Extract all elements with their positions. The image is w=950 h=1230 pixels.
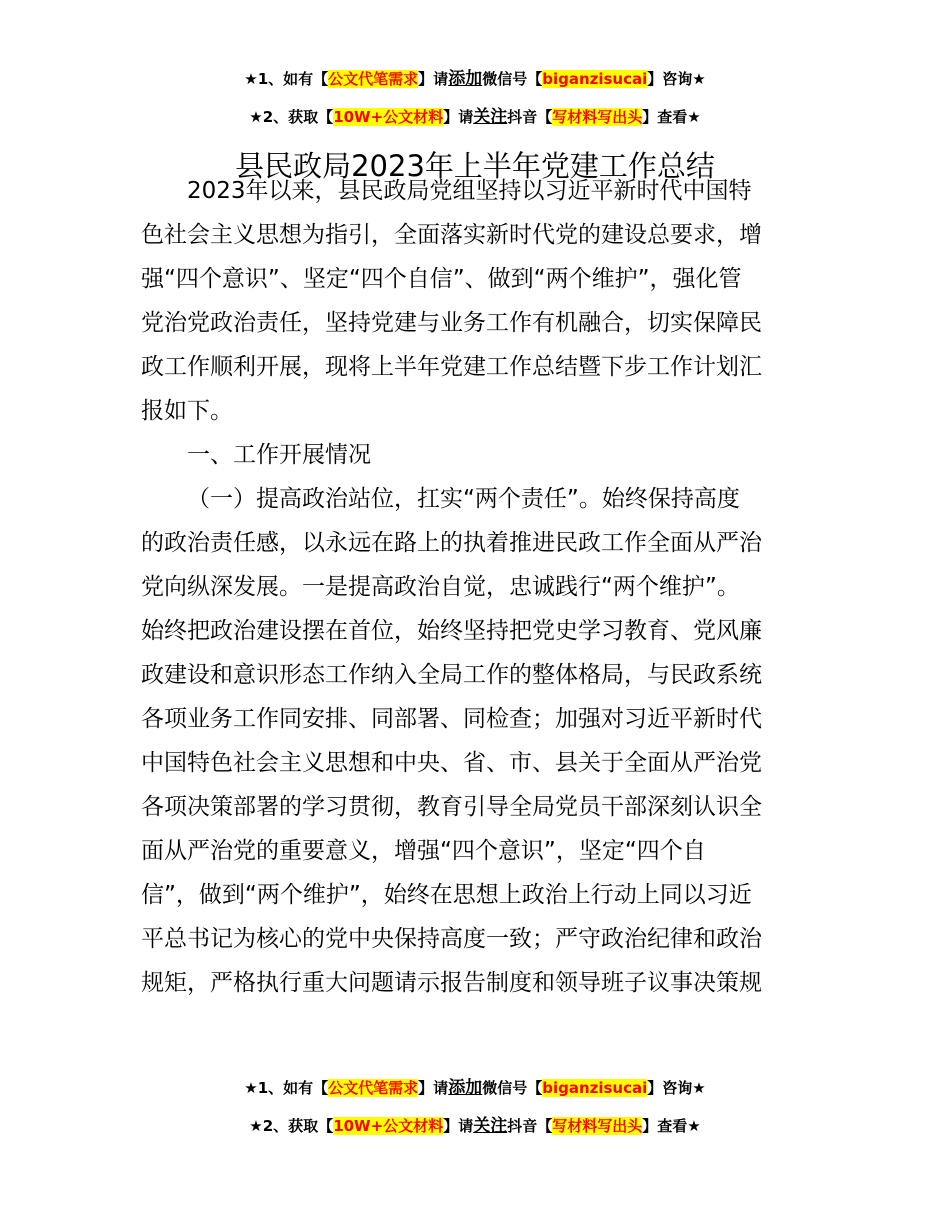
body-line: 强“四个意识”、坚定“四个自信”、做到“两个维护”，强化管 [141,266,742,292]
banner-douyin-account: 写材料写出头 [552,1117,643,1135]
banner-wechat-id: biganzisucai [542,70,648,88]
banner-text: 】请 [443,1117,474,1135]
banner-text: 微信号【 [482,70,543,88]
subsection-heading-line: （一）提高政治站位，扛实“两个责任”。始终保持高度 [187,486,740,512]
banner-bottom-line-1 [0,1077,950,1099]
section-heading: 一、工作开展情况 [187,442,371,468]
banner-emphasis: 添加 [448,69,483,89]
banner-text: 】请 [418,70,449,88]
banner-douyin-account: 写材料写出头 [552,108,643,126]
banner-highlight: 公文代笔需求 [328,1079,419,1097]
banner-highlight: 公文代笔需求 [328,70,419,88]
banner-text: 】请 [443,108,474,126]
banner-emphasis: 关注 [473,1116,508,1136]
body-line: 党向纵深发展。一是提高政治自觉，忠诚践行“两个维护”。 [141,574,740,600]
body-line: 党治党政治责任，坚持党建与业务工作有机融合，切实保障民 [141,310,762,336]
banner-text: 抖音【 [507,108,553,126]
banner-text: 微信号【 [482,1079,543,1097]
document-title: 县民政局2023年上半年党建工作总结 [235,149,715,183]
banner-emphasis: 添加 [448,1078,483,1098]
banner-text: 抖音【 [507,1117,553,1135]
banner-wechat-id: biganzisucai [542,1079,648,1097]
banner-highlight: 10W+公文材料 [333,108,444,126]
banner-bottom-line-2 [0,1115,950,1137]
banner-top-line-2 [0,106,950,128]
banner-highlight: 10W+公文材料 [333,1117,444,1135]
banner-text: ★2、获取【 [249,108,334,126]
body-line: 各项业务工作同安排、同部署、同检查；加强对习近平新时代 [141,706,762,732]
body-line: 2023年以来，县民政局党组坚持以习近平新时代中国特 [187,178,752,204]
body-line: 规矩，严格执行重大问题请示报告制度和领导班子议事决策规 [141,970,762,996]
body-line: 报如下。 [141,398,233,424]
banner-text: 】咨询★ [647,1079,706,1097]
banner-text: 】查看★ [642,108,701,126]
banner-text: ★1、如有【 [244,1079,329,1097]
body-line: 的政治责任感，以永远在路上的执着推进民政工作全面从严治 [141,530,762,556]
body-line: 平总书记为核心的党中央保持高度一致；严守政治纪律和政治 [141,926,762,952]
banner-emphasis: 关注 [473,107,508,127]
body-line: 中国特色社会主义思想和中央、省、市、县关于全面从严治党 [141,750,762,776]
banner-text: ★2、获取【 [249,1117,334,1135]
banner-text: ★1、如有【 [244,70,329,88]
body-line: 色社会主义思想为指引，全面落实新时代党的建设总要求，增 [141,222,762,248]
banner-text: 】查看★ [642,1117,701,1135]
body-line: 各项决策部署的学习贯彻，教育引导全局党员干部深刻认识全 [141,794,762,820]
body-line: 政建设和意识形态工作纳入全局工作的整体格局，与民政系统 [141,662,762,688]
body-line: 政工作顺利开展，现将上半年党建工作总结暨下步工作计划汇 [141,354,762,380]
body-line: 面从严治党的重要意义，增强“四个意识”，坚定“四个自 [141,838,706,864]
banner-top-line-1 [0,68,950,90]
banner-text: 】咨询★ [647,70,706,88]
body-line: 信”，做到“两个维护”，始终在思想上政治上行动上同以习近 [141,882,752,908]
banner-text: 】请 [418,1079,449,1097]
body-line: 始终把政治建设摆在首位，始终坚持把党史学习教育、党风廉 [141,618,762,644]
